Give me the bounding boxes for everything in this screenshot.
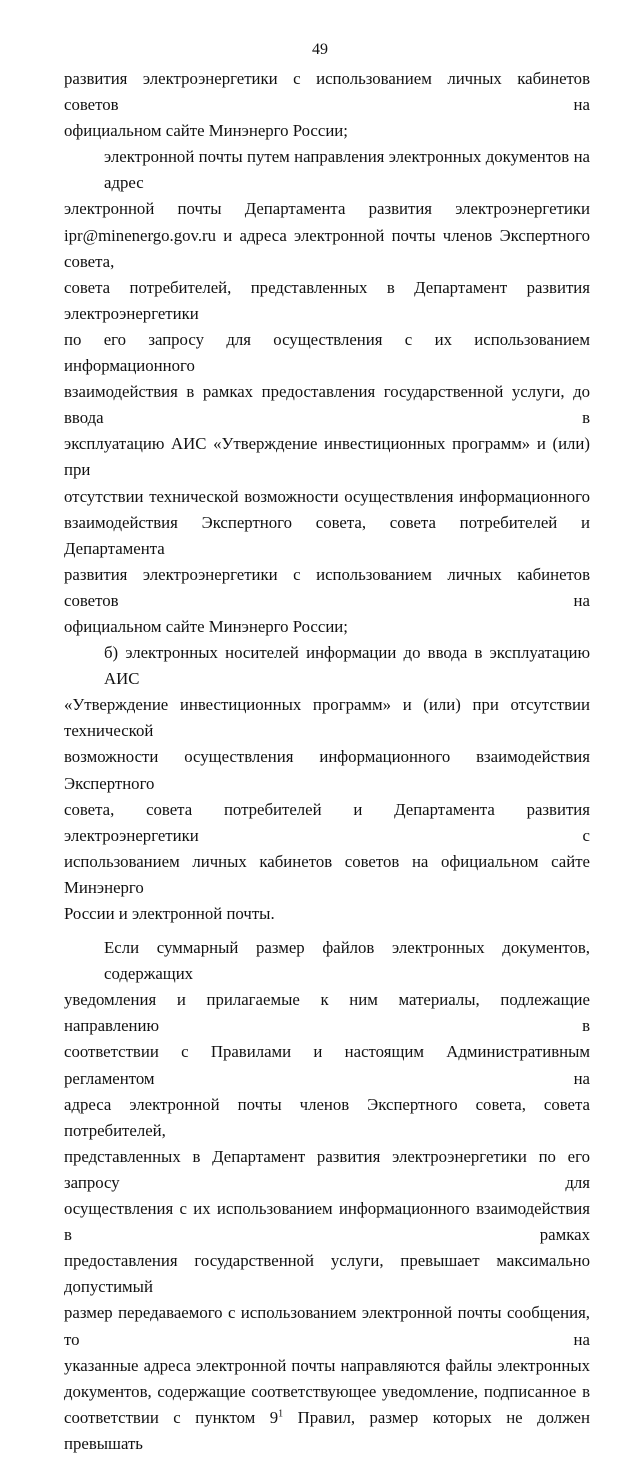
text-line: Если суммарный размер файлов электронных документов, содержащих: [104, 938, 590, 984]
text-line: совета потребителей, представленных в Департамент развития электроэнергетики: [64, 277, 590, 323]
text-line: развития электроэнергетики с использованием личных кабинетов советов на: [64, 69, 590, 115]
document-body: [64, 66, 590, 1457]
footnote-marker: 1: [278, 1408, 284, 1420]
text-line: эксплуатацию АИС «Утверждение инвестиционных программ» и (или) при: [64, 434, 590, 480]
paragraph-1: [64, 66, 590, 144]
text-line: адреса электронной почты членов Экспертного совета, совета потребителей,: [64, 1094, 590, 1140]
text-line-with-footnote: [64, 1405, 590, 1457]
page-number: 49: [312, 41, 328, 58]
text-line: уведомления и прилагаемые к ним материалы, подлежащие направлению в: [64, 990, 590, 1036]
paragraph-3: [64, 640, 590, 927]
text-line: России и электронной почты.: [64, 904, 275, 923]
text-line: ipr@minenergo.gov.ru и адреса электронной почты членов Экспертного совета,: [64, 225, 590, 271]
text-fragment: Правил, размер которых не должен превышать: [64, 1407, 590, 1453]
text-line: отсутствии технической возможности осуществления информационного: [64, 486, 590, 506]
text-line: представленных в Департамент развития электроэнергетики по его запросу для: [64, 1146, 590, 1192]
text-line: размер передаваемого с использованием электронной почты сообщения, то на: [64, 1303, 590, 1349]
paragraph-4: [64, 935, 590, 1457]
text-line: официальном сайте Минэнерго России;: [64, 121, 348, 141]
text-line: б) электронных носителей информации до ввода в эксплуатацию АИС: [104, 643, 590, 689]
text-line: взаимодействия в рамках предоставления государственной услуги, до ввода в: [64, 382, 590, 428]
text-line: электронной почты путем направления электронных документов на адрес: [104, 147, 590, 193]
text-line: использованием личных кабинетов советов на официальном сайте Минэнерго: [64, 851, 590, 897]
text-line: «Утверждение инвестиционных программ» и (или) при отсутствии технической: [64, 695, 590, 741]
text-line: по его запросу для осуществления с их использованием информационного: [64, 329, 590, 376]
text-fragment: соответствии с пунктом 9: [64, 1407, 279, 1427]
text-line: официальном сайте Минэнерго России;: [64, 616, 348, 636]
text-line: возможности осуществления информационного взаимодействия Экспертного: [64, 747, 590, 793]
text-line: осуществления с их использованием информационного взаимодействия в рамках: [64, 1199, 590, 1245]
text-line: совета, совета потребителей и Департамента развития электроэнергетики с: [64, 799, 590, 845]
text-line: документов, содержащие соответствующее уведомление, подписанное в: [64, 1381, 590, 1401]
text-line: указанные адреса электронной почты направляются файлы электронных: [64, 1355, 590, 1375]
text-line: предоставления государственной услуги, превышает максимально допустимый: [64, 1251, 590, 1297]
text-line: электронной почты Департамента развития электроэнергетики: [64, 199, 590, 219]
text-line: развития электроэнергетики с использованием личных кабинетов советов на: [64, 564, 590, 610]
text-line: соответствии с Правилами и настоящим Административным регламентом на: [64, 1042, 590, 1088]
text-line: взаимодействия Экспертного совета, совета потребителей и Департамента: [64, 512, 590, 558]
paragraph-2: [64, 144, 590, 640]
